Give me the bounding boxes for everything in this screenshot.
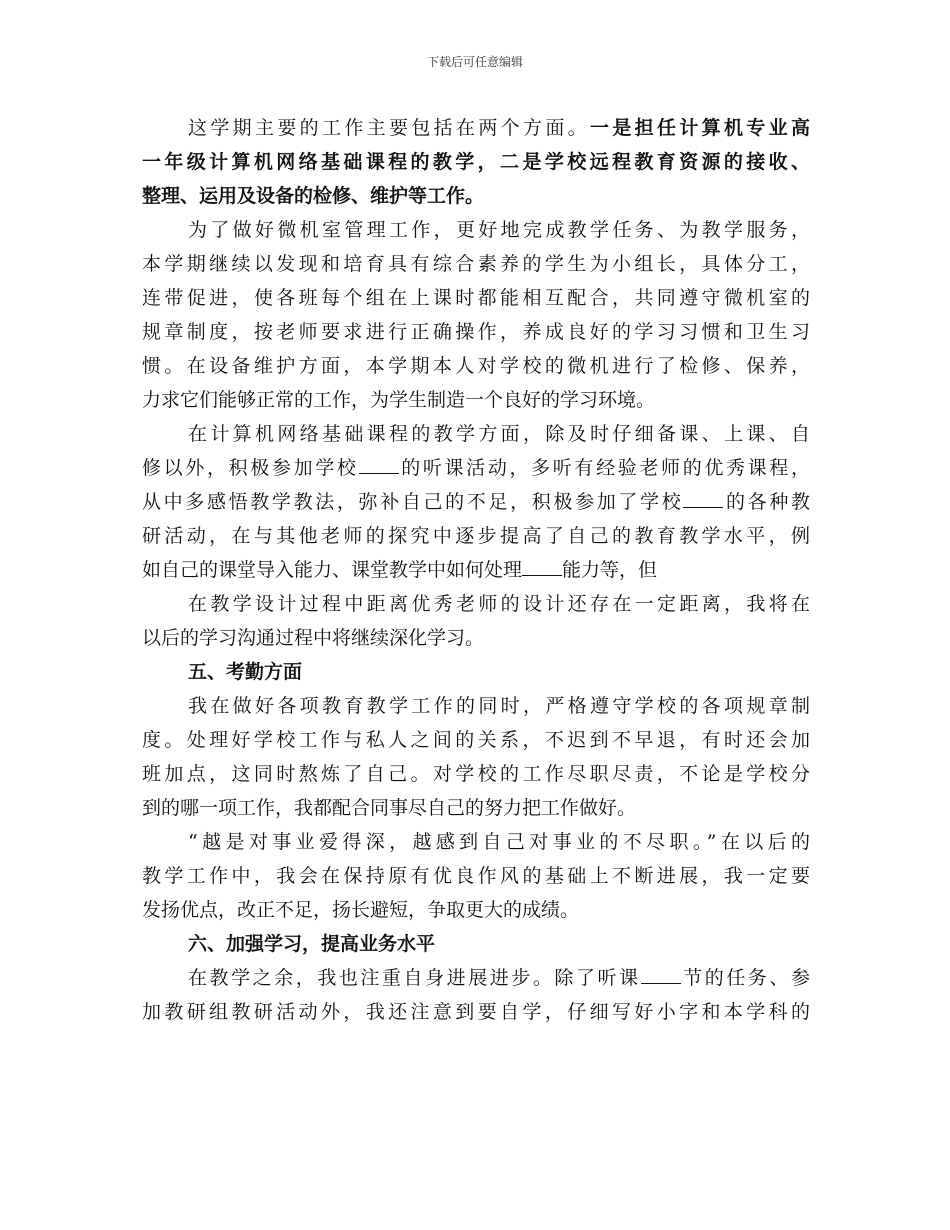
text-line [142, 179, 810, 213]
text-segment: 在教学设计过程中距离优秀老师的设计还存在一定距离，我将在 [188, 593, 810, 615]
text-line [142, 111, 810, 145]
text-line [142, 315, 810, 349]
text-line [142, 927, 810, 961]
text-line [142, 417, 810, 451]
text-line [142, 281, 810, 315]
text-line [142, 247, 810, 281]
text-segment: 我在做好各项教育教学工作的同时，严格遵守学校的各项规章制 [188, 695, 810, 717]
text-segment: 教学工作中，我会在保持原有优良作风的基础上不断进展，我一定要 [142, 865, 810, 887]
text-segment: “越是对事业爱得深，越感到自己对事业的不尽职。”在以后的 [188, 831, 810, 853]
text-line [142, 587, 810, 621]
document-body [142, 111, 810, 1029]
text-segment: 规章制度，按老师要求进行正确操作，养成良好的学习习惯和卫生习 [142, 321, 810, 343]
fill-in-blank [683, 485, 723, 508]
text-line [142, 791, 810, 825]
text-segment: 在计算机网络基础课程的教学方面，除及时仔细备课、上课、自 [188, 423, 810, 445]
text-segment: 班加点，这同时熬炼了自己。对学校的工作尽职尽责，不论是学校分 [142, 763, 810, 785]
text-line [142, 825, 810, 859]
text-segment: 从中多感悟教学教法，弥补自己的不足，积极参加了学校 [142, 491, 684, 513]
text-line [142, 995, 810, 1029]
text-segment: 一年级计算机网络基础课程的教学，二是学校远程教育资源的接收、 [142, 151, 810, 173]
text-line [142, 485, 810, 519]
page-header: 下载后可任意编辑 [426, 55, 523, 69]
text-segment: 整理、运用及设备的检修、维护等工作。 [142, 185, 485, 207]
text-segment: 惯。在设备维护方面，本学期本人对学校的微机进行了检修、保养， [142, 355, 810, 377]
text-segment: 的听课活动，多听有经验老师的优秀课程， [398, 457, 810, 479]
text-segment: 加教研组教研活动外，我还注意到要自学，仔细写好小字和本学科的 [142, 1001, 810, 1023]
text-line [142, 723, 810, 757]
text-line [142, 689, 810, 723]
text-line [142, 621, 810, 655]
text-segment: 研活动，在与其他老师的探究中逐步提高了自己的教育教学水平，例 [142, 525, 810, 547]
text-segment: 力求它们能够正常的工作，为学生制造一个良好的学习环境。 [142, 389, 656, 411]
text-segment: 连带促进，使各班每个组在上课时都能相互配合，共同遵守微机室的 [142, 287, 810, 309]
fill-in-blank [641, 961, 681, 984]
fill-in-blank [359, 451, 399, 474]
text-segment: 的各种教 [723, 491, 810, 513]
text-segment: 本学期继续以发现和培育具有综合素养的学生为小组长，具体分工， [142, 253, 810, 275]
text-segment: 以后的学习沟通过程中将继续深化学习。 [142, 627, 485, 649]
text-line [142, 451, 810, 485]
text-line [142, 757, 810, 791]
text-segment: 发扬优点，改正不足，扬长避短，争取更大的成绩。 [142, 899, 580, 921]
fill-in-blank [522, 553, 562, 576]
text-segment: 六、加强学习，提高业务水平 [188, 933, 436, 955]
text-segment: 到的哪一项工作，我都配合同事尽自己的努力把工作做好。 [142, 797, 637, 819]
text-segment: 能力等，但 [562, 559, 658, 581]
text-line [142, 349, 810, 383]
text-segment: 为了做好微机室管理工作，更好地完成教学任务、为教学服务， [188, 219, 810, 241]
text-line [142, 383, 810, 417]
text-line [142, 655, 810, 689]
text-line [142, 213, 810, 247]
text-line [142, 553, 810, 587]
text-segment: 这学期主要的工作主要包括在两个方面。 [188, 117, 590, 139]
text-segment: 一是担任计算机专业高 [589, 117, 810, 139]
text-segment: 节的任务、参 [680, 967, 810, 989]
text-segment: 如自己的课堂导入能力、课堂教学中如何处理 [142, 559, 523, 581]
text-line [142, 961, 810, 995]
text-line [142, 519, 810, 553]
text-segment: 在教学之余，我也注重自身进展进步。除了听课 [188, 967, 641, 989]
text-line [142, 893, 810, 927]
text-segment: 度。处理好学校工作与私人之间的关系，不迟到不早退，有时还会加 [142, 729, 810, 751]
text-segment: 修以外，积极参加学校 [142, 457, 359, 479]
text-segment: 五、考勤方面 [188, 661, 303, 683]
text-line [142, 145, 810, 179]
text-line [142, 859, 810, 893]
